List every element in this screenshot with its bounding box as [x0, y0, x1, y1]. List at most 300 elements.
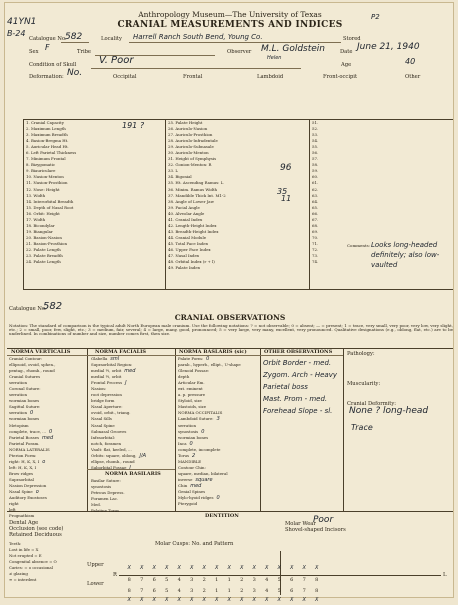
measurement-col3-row: 63. — [312, 192, 319, 198]
measurement-col2-row: 36. Minim. Ramus Width — [168, 186, 218, 192]
baslaris-row: inverse square — [178, 476, 213, 483]
verticalis-row: Brow ridges — [9, 470, 34, 476]
lower-tooth-mark: X — [202, 597, 206, 603]
measurement-col3-row: 72. — [312, 246, 319, 252]
facialis-row: Nasal Sills — [91, 416, 112, 422]
upper-tooth-mark: X — [315, 565, 319, 571]
upper-tooth-mark: X — [277, 565, 281, 571]
facialis-row: Frontal Process J — [91, 380, 127, 387]
verticalis-row: Nasion Depression — [9, 482, 47, 488]
facialis-value: sml — [110, 356, 120, 362]
verticalis-value: 0 — [49, 428, 53, 435]
verticalis-row: Sagittal Suture: — [9, 404, 41, 410]
lower-tooth-number: 1 — [227, 588, 231, 594]
upper-tooth-number: 1 — [227, 577, 231, 583]
lower-tooth-mark: X — [302, 597, 306, 603]
side-right: R — [113, 572, 117, 578]
measurement-col3-row: 73. — [312, 253, 319, 259]
tribe-label: Tribe — [77, 49, 91, 55]
dentition-key — [9, 541, 79, 583]
upper-tooth-number: 5 — [165, 577, 169, 583]
observations-title: CRANIAL OBSERVATIONS — [174, 313, 286, 322]
facialis-list — [91, 356, 173, 471]
measurement-col1-row: 19. Biangular — [26, 228, 53, 234]
lower-tooth-number: 3 — [190, 588, 194, 594]
measurement-col1-row: 12. Nose: Height — [26, 186, 60, 192]
measurement-col3-row: 51. — [312, 120, 319, 125]
molar-cusps-label: Molar Cusps: No. and Pattern — [155, 541, 234, 547]
verticalis-row: Parietal Foram. — [9, 440, 40, 446]
measurement-col1-row: 16. Orbit: Height — [26, 210, 60, 216]
other-observation: Zygom. Arch - Heavy — [263, 371, 338, 379]
upper-tooth-number: 1 — [215, 577, 219, 583]
baslaris-row: Genial Spines — [178, 489, 206, 495]
lower-tooth-number: 7 — [302, 588, 306, 594]
measurement-card — [4, 2, 454, 603]
measurement-col1-row: 1. Cranial Capacity — [26, 120, 64, 125]
mandible-thick-value: 11 — [281, 194, 292, 203]
facialis-row: medial ½, orbit — [91, 374, 122, 380]
pathology-label: Pathology: — [347, 351, 375, 357]
card-title: CRANIAL MEASUREMENTS AND INDICES — [117, 20, 343, 30]
measurements-col1 — [26, 120, 106, 265]
age-value: 40 — [405, 57, 416, 66]
verticalis-row: right: H, K, X, I o — [9, 458, 46, 465]
facialis-row: ellipse, rhomb., round — [91, 458, 135, 464]
measurement-col1-row: 13. Width — [26, 192, 46, 198]
measurement-col1-row: 9. Biauriculare — [26, 168, 56, 174]
facialis-row: Supraorbital Region: — [91, 362, 133, 368]
lower-tooth-mark: X — [315, 597, 319, 603]
baslaris-row: Inca 0 — [178, 440, 193, 447]
measurement-col2-row: 49. Palate Index — [168, 265, 200, 271]
upper-tooth-number: 8 — [127, 577, 131, 583]
verticalis-row: Cranial Sutures — [9, 374, 41, 380]
dentition-key-row: Lost in life = X — [9, 547, 39, 553]
molar-wear-label: Molar Wear — [285, 521, 316, 527]
upper-tooth-mark: X — [127, 565, 131, 571]
notation-text: Notation: The standard of comparison is the typical adult North European male cranium. Use the following notations: ? = not observable; 0 = absent; — = present; 1 = trace, very small, very poor, very low, very slight, etc.; 2 = small, poor, few, slight, etc.; 3 = medium, fair, several; 4 = large, many, good, pronounced; 5 = very large, very many, excellent, very pronounced. Qualitative designations (e.g., oblong, flat, etc.) are to be underlined. In combinations of number and size, number comes first, then size. — [9, 323, 453, 337]
lower-tooth-number: 6 — [152, 588, 156, 594]
basilaris-row: Basilar Suture: — [91, 478, 121, 483]
measurement-col2-row: 33. L — [168, 168, 179, 174]
upper-tooth-number: 5 — [277, 577, 281, 583]
baslaris-row: Mylo-hyoid ridges 0 — [178, 495, 220, 502]
lower-teeth-marks — [123, 586, 443, 605]
upper-tooth-mark: X — [265, 565, 269, 571]
accession-number: B-24 — [7, 29, 26, 38]
upper-tooth-mark: X — [252, 565, 256, 571]
upper-tooth-mark: X — [302, 565, 306, 571]
facialis-value: J — [125, 380, 127, 387]
comments-label: Comments: — [347, 243, 371, 248]
lower-tooth-mark: X — [127, 597, 131, 603]
measurement-col2-row: 43. Breadth-Height Index — [168, 228, 219, 234]
facialis-row: Nasal Aperture: — [91, 404, 123, 410]
facialis-row: Subnasal Grooves — [91, 428, 127, 434]
verticalis-value: o — [35, 489, 39, 496]
measurement-col2-row: 46. Upper Face Index — [168, 246, 211, 252]
other-observation: Mast. Prom - med. — [263, 395, 328, 403]
verticalis-row: serration 0 — [9, 410, 34, 417]
verticalis-row: Parietal Bosses med — [9, 434, 54, 441]
upper-tooth-mark: X — [152, 565, 156, 571]
basilaris-row: synostosis — [91, 484, 112, 490]
measurement-col2-row: 48. Orbital Index (r + l) — [168, 259, 215, 265]
baslaris-row: Articular Em. — [178, 380, 205, 386]
baslaris-row: Mastoids, size — [178, 404, 207, 410]
sex-label: Sex — [29, 49, 39, 55]
baslaris-row: Lambdoid Suture: 3 — [178, 416, 220, 423]
deform-lambdoid: Lambdoid — [257, 74, 284, 80]
ramus-width-value: 35 — [277, 187, 288, 196]
facialis-row: Nasal Spine — [91, 422, 115, 428]
measurement-col3-row: 74. — [312, 259, 319, 265]
measurement-col2-row: 26. Auriculo-Nasion — [168, 126, 208, 132]
measurement-col1-row: 3. Maximum Breadth — [26, 132, 68, 138]
measurement-col1-row: 8. Bizygomatic — [26, 162, 56, 168]
upper-tooth-number: 2 — [240, 577, 244, 583]
upper-tooth-number: 6 — [152, 577, 156, 583]
measurement-col3-row: 62. — [312, 186, 319, 192]
measurement-col3-row: 54. — [312, 138, 319, 144]
lower-tooth-mark: X — [227, 597, 231, 603]
measurement-col3-row: 55. — [312, 144, 319, 150]
date-value: June 21, 1940 — [357, 42, 420, 52]
measurement-col2-row: 40. Alveolar Angle — [168, 210, 205, 216]
observer-value: M.L. Goldstein — [261, 44, 326, 54]
deform-front-occipit: Front-occipit — [323, 74, 358, 80]
lower-tooth-mark: X — [177, 597, 181, 603]
measurement-col2-row: 42. Length-Height Index — [168, 222, 217, 228]
measurement-col2-row: 27. Auriculo-Prosthion — [168, 132, 213, 138]
facialis-value: J — [129, 464, 131, 471]
measurement-col3-row: 67. — [312, 216, 319, 222]
verticalis-row: wormian bones — [9, 416, 40, 422]
upper-tooth-mark: X — [165, 565, 169, 571]
lower-tooth-mark: X — [152, 597, 156, 603]
baslaris-value: 0 — [189, 440, 193, 447]
observer-note: Helen — [267, 55, 282, 61]
measurement-col2-row: 30. Auriculo-Menton — [168, 150, 209, 156]
obs-catalogue-label: Catalogue No. — [9, 306, 47, 312]
page-mark: P2 — [371, 13, 380, 21]
measurement-col1-row: 2. Maximum Length — [26, 126, 66, 132]
measurement-col2-row: 39. Facial Angle — [168, 204, 200, 210]
baslaris-value: 0 — [201, 428, 205, 435]
locality-value: Harrell Ranch South Bend, Young Co. — [133, 33, 263, 41]
basilaris-row: Palatine Torus — [91, 508, 120, 514]
baslaris-row: square, median, bilateral — [178, 470, 228, 476]
max-length-value: 191 ? — [122, 121, 145, 130]
verticalis-row: pentag., rhomb., round — [9, 368, 55, 374]
other-observation: Parietal boss — [263, 383, 308, 391]
baslaris-row: complete, incomplete — [178, 446, 221, 452]
gonion-menton-value: 96 — [280, 163, 292, 173]
measurement-col2-row: 31. Height of Symphysis — [168, 156, 217, 162]
upper-tooth-mark: X — [190, 565, 194, 571]
measurement-col1-row: 14. Interorbital Breadth — [26, 198, 74, 204]
baslaris-row: parab., hyperb., ellipt., U-shape — [178, 362, 241, 368]
upper-tooth-mark: X — [215, 565, 219, 571]
baslaris-row: Contour Chin: — [178, 464, 206, 470]
baslaris-row: NORMA OCCIPITALIS — [178, 410, 223, 416]
verticalis-row: left: H, K, X, I — [9, 464, 37, 470]
condition-label: Condition of Skull — [29, 62, 77, 68]
measurement-col1-row: 23. Palate Breadth — [26, 253, 63, 259]
lower-tooth-mark: X — [140, 597, 144, 603]
verticalis-row: NORMA LATERALIS — [9, 446, 50, 452]
measurement-col2-row: 44. Cranial Module — [168, 234, 207, 240]
norma-basilaris-head: NORMA BASILARIS — [105, 471, 161, 477]
measurement-col3-row: 56. — [312, 150, 319, 156]
measurement-col3-row: 52. — [312, 126, 319, 132]
dentition-key-row: Congenital absence = O — [9, 559, 57, 565]
lower-tooth-mark: X — [290, 597, 294, 603]
measurement-col3-row: 61. — [312, 180, 319, 186]
verticalis-row: Prognathism — [9, 513, 35, 519]
molar-wear-value: Poor — [313, 515, 334, 525]
measurement-col3-row: 71. — [312, 240, 319, 246]
site-number: 41YN1 — [7, 17, 37, 27]
dentition-title: DENTITION — [205, 513, 239, 519]
verticalis-row: Metopism — [9, 422, 29, 428]
verticalis-row: serration — [9, 392, 27, 398]
lower-tooth-number: 2 — [202, 588, 206, 594]
date-label: Date — [340, 49, 353, 55]
baslaris-value: 0 — [206, 356, 210, 362]
baslaris-value: square — [195, 476, 213, 483]
norma-baslaris-head: NORMA BASLARIS (sic) — [179, 349, 247, 355]
measurement-col1-row: 17. Width — [26, 216, 46, 222]
baslaris-value: 0 — [216, 495, 220, 502]
measurement-col1-row: 6. Left Parietal Thickness — [26, 150, 77, 156]
baslaris-value: med — [190, 482, 202, 489]
other-observation: Forehead Slope - sl. — [263, 407, 333, 415]
verticalis-row: complete, trace, ... 0 — [9, 428, 53, 435]
comments-value: Looks long-headed definitely; also low-vaulted — [371, 241, 440, 269]
baslaris-row: MANDIBLE — [178, 458, 202, 464]
facialis-value: J/A — [139, 452, 147, 459]
lower-tooth-number: 6 — [290, 588, 294, 594]
measurement-col1-row: 7. Minimum Frontal — [26, 156, 66, 162]
facialis-row: Infraorbital: — [91, 434, 116, 440]
verticalis-row: Pterion Form: — [9, 452, 37, 458]
lower-tooth-number: 3 — [252, 588, 256, 594]
measurement-col1-row: 4. Basion-Bregma Ht. — [26, 138, 69, 144]
basilaris-row: Petrous Depress. — [91, 490, 125, 496]
lower-jaw-label: Lower — [87, 581, 104, 587]
measurement-col1-row: 11. Nasion-Prosthion — [26, 180, 68, 186]
norma-facialis-head: NORMA FACIALIS — [95, 349, 147, 355]
verticalis-row: Cranial Contour: — [9, 356, 43, 361]
facialis-row: Nasion: — [91, 386, 107, 392]
verticalis-value: med — [42, 434, 54, 441]
facialis-row: Orbits: square, oblong, J/A — [91, 452, 147, 459]
verticalis-row: Auditory Exostoses — [9, 495, 47, 501]
facialis-row: root depression — [91, 392, 122, 398]
lower-tooth-mark: X — [215, 597, 219, 603]
upper-tooth-number: 6 — [290, 577, 294, 583]
measurement-col2-row: 25. Palate Height — [168, 120, 203, 125]
trace-note: Trace — [351, 423, 373, 432]
measurement-col1-row: 5. Auricular Head Ht. — [26, 144, 69, 150]
retained-deciduous-label: Retained Deciduous — [9, 532, 62, 538]
measurement-col3-row: 69. — [312, 228, 319, 234]
upper-tooth-mark: X — [177, 565, 181, 571]
measurement-col2-row: 35. Ht. Ascending Ramus: L — [168, 180, 224, 186]
measurement-col2-row: 28. Auriculo-Infradentale — [168, 138, 218, 144]
upper-tooth-mark: X — [202, 565, 206, 571]
measurement-col3-row: 57. — [312, 156, 319, 162]
lower-tooth-number: 4 — [177, 588, 181, 594]
sex-value: F — [45, 43, 50, 52]
facialis-row: Vault: flat, keeled, ... — [91, 446, 132, 452]
upper-tooth-number: 4 — [265, 577, 269, 583]
facialis-row: Glabella sml — [91, 356, 120, 362]
lower-tooth-number: 8 — [127, 588, 131, 594]
upper-tooth-number: 2 — [202, 577, 206, 583]
facialis-row: notch, foramen — [91, 440, 122, 446]
age-label: Age — [341, 62, 352, 68]
dentition-key-row: Not erupted = E — [9, 553, 42, 559]
lower-tooth-mark: X — [265, 597, 269, 603]
lower-tooth-number: 7 — [140, 588, 144, 594]
other-observations-head: OTHER OBSERVATIONS — [264, 349, 333, 355]
measurement-col3-row: 59. — [312, 168, 319, 174]
lower-tooth-number: 5 — [165, 588, 169, 594]
lower-tooth-number: 4 — [265, 588, 269, 594]
verticalis-row: Coronal Suture: — [9, 386, 41, 392]
baslaris-row: Styloid, size — [178, 398, 202, 404]
measurement-col3-row: 58. — [312, 162, 319, 168]
facialis-row: medial ½, orbit med — [91, 368, 136, 375]
baslaris-value: 3 — [216, 416, 220, 423]
catalogue-label: Catalogue No. — [29, 36, 67, 42]
verticalis-value: 0 — [30, 410, 34, 417]
deformation-label: Deformation: — [29, 74, 64, 80]
measurement-col2-row: 38. Angle of Lower Jaw — [168, 198, 214, 204]
measurement-col2-row: 47. Nasal Index — [168, 253, 199, 259]
verticalis-row: ellipsoid, ovoid, sphen., — [9, 362, 56, 368]
verticalis-row: right — [9, 501, 19, 507]
dental-age-label: Dental Age — [9, 520, 39, 526]
stored-label: Stored — [343, 36, 361, 42]
other-observation: Orbit Border - med. — [263, 359, 332, 367]
upper-tooth-number: 8 — [315, 577, 319, 583]
baslaris-row: depth — [178, 374, 190, 380]
measurement-col2-row: 37. Mandible Thick Int. M1-2 — [168, 192, 226, 198]
baslaris-row: a. p. pressure — [178, 392, 206, 398]
measurement-col1-row: 24. Palate Length — [26, 259, 61, 265]
deform-frontal: Frontal — [183, 74, 203, 80]
baslaris-row: ext. eminent — [178, 386, 203, 392]
lower-tooth-mark: X — [190, 597, 194, 603]
baslaris-value: 2 — [192, 452, 196, 459]
locality-label: Locality — [101, 36, 122, 42]
cranial-deformity-label: Cranial Deformity: — [347, 401, 397, 407]
measurement-col3-row: 66. — [312, 210, 319, 216]
occlusion-label: Occlusion (see code) — [9, 526, 64, 532]
verticalis-value: o — [42, 458, 46, 465]
verticalis-list — [9, 356, 85, 519]
measurement-col2-row: 45. Total Face Index — [168, 240, 208, 246]
baslaris-list — [178, 356, 258, 507]
measurement-col1-row: 18. Bicondylar — [26, 222, 55, 228]
upper-tooth-mark: X — [227, 565, 231, 571]
basilaris-row: Foramen Lac. — [91, 496, 119, 502]
upper-tooth-number: 7 — [302, 577, 306, 583]
upper-tooth-number: 3 — [190, 577, 194, 583]
measurement-col3-row: 68. — [312, 222, 319, 228]
deformation-value: No. — [67, 68, 83, 78]
facialis-row: ovoid, orbit., triang. — [91, 410, 131, 416]
catalogue-value: 582 — [65, 32, 83, 42]
dentition-key-row: Teeth: — [9, 541, 22, 546]
measurement-col1-row: 20. Basion-Nasion — [26, 234, 62, 240]
measurement-col2-row: 41. Cranial Index — [168, 216, 203, 222]
shovel-incisors-label: Shovel-shaped Incisors — [285, 527, 346, 533]
measurement-col3-row: 65. — [312, 204, 319, 210]
other-observations-list — [263, 357, 343, 417]
measurement-col2-row: 32. Gonion-Menton: R — [168, 162, 212, 168]
lower-tooth-mark: X — [165, 597, 169, 603]
verticalis-row: Supraorbital — [9, 476, 34, 482]
lower-tooth-mark: X — [240, 597, 244, 603]
baslaris-row: Torus 2 — [178, 452, 196, 459]
measurement-col1-row: 21. Basion-Prosthion — [26, 240, 67, 246]
measurement-col3-row: 53. — [312, 132, 319, 138]
measurement-col1-row: 15. Depth of Nasal Root — [26, 204, 74, 210]
basilaris-list — [91, 478, 173, 514]
lower-tooth-mark: X — [252, 597, 256, 603]
upper-tooth-mark: X — [240, 565, 244, 571]
baslaris-row: wormian bones — [178, 434, 209, 440]
deform-other: Other — [405, 74, 421, 80]
upper-tooth-number: 3 — [252, 577, 256, 583]
condition-value: V. Poor — [99, 55, 134, 66]
muscularity-label: Muscularity: — [347, 381, 381, 387]
measurement-col1-row: 22. Palate Length — [26, 246, 61, 252]
museum-name: Anthropology Museum—The University of Texas — [138, 10, 322, 19]
measurement-col1-row: 10. Nasion-Menton — [26, 174, 64, 180]
obs-catalogue-value: 582 — [43, 301, 63, 312]
side-left: L — [443, 572, 447, 578]
verticalis-row: left — [9, 507, 16, 513]
measurement-col3-row: 60. — [312, 174, 319, 180]
upper-tooth-mark: X — [290, 565, 294, 571]
measurement-col3-row: 70. — [312, 234, 319, 240]
measurement-col2-row: 34. Bigonial — [168, 174, 192, 180]
verticalis-row: wormian bones — [9, 398, 40, 404]
lower-tooth-number: 5 — [277, 588, 281, 594]
upper-jaw-label: Upper — [87, 562, 104, 568]
lower-tooth-number: 1 — [215, 588, 219, 594]
deform-occipital: Occipital — [113, 74, 137, 80]
verticalis-row: Nasal Spine o — [9, 489, 39, 496]
lower-tooth-number: 8 — [315, 588, 319, 594]
baslaris-row: Pterygoid — [178, 501, 198, 507]
upper-tooth-number: 7 — [140, 577, 144, 583]
upper-tooth-mark: X — [140, 565, 144, 571]
baslaris-row: synostosis 0 — [178, 428, 205, 435]
baslaris-row: Glenoid Fossae: — [178, 368, 210, 374]
facialis-value: med — [124, 368, 136, 375]
observer-label: Observer — [227, 49, 252, 55]
basilaris-row: Med. — [91, 502, 102, 508]
dentition-key-row: ≠ glazing — [9, 571, 28, 577]
baslaris-row: serration — [178, 422, 196, 428]
